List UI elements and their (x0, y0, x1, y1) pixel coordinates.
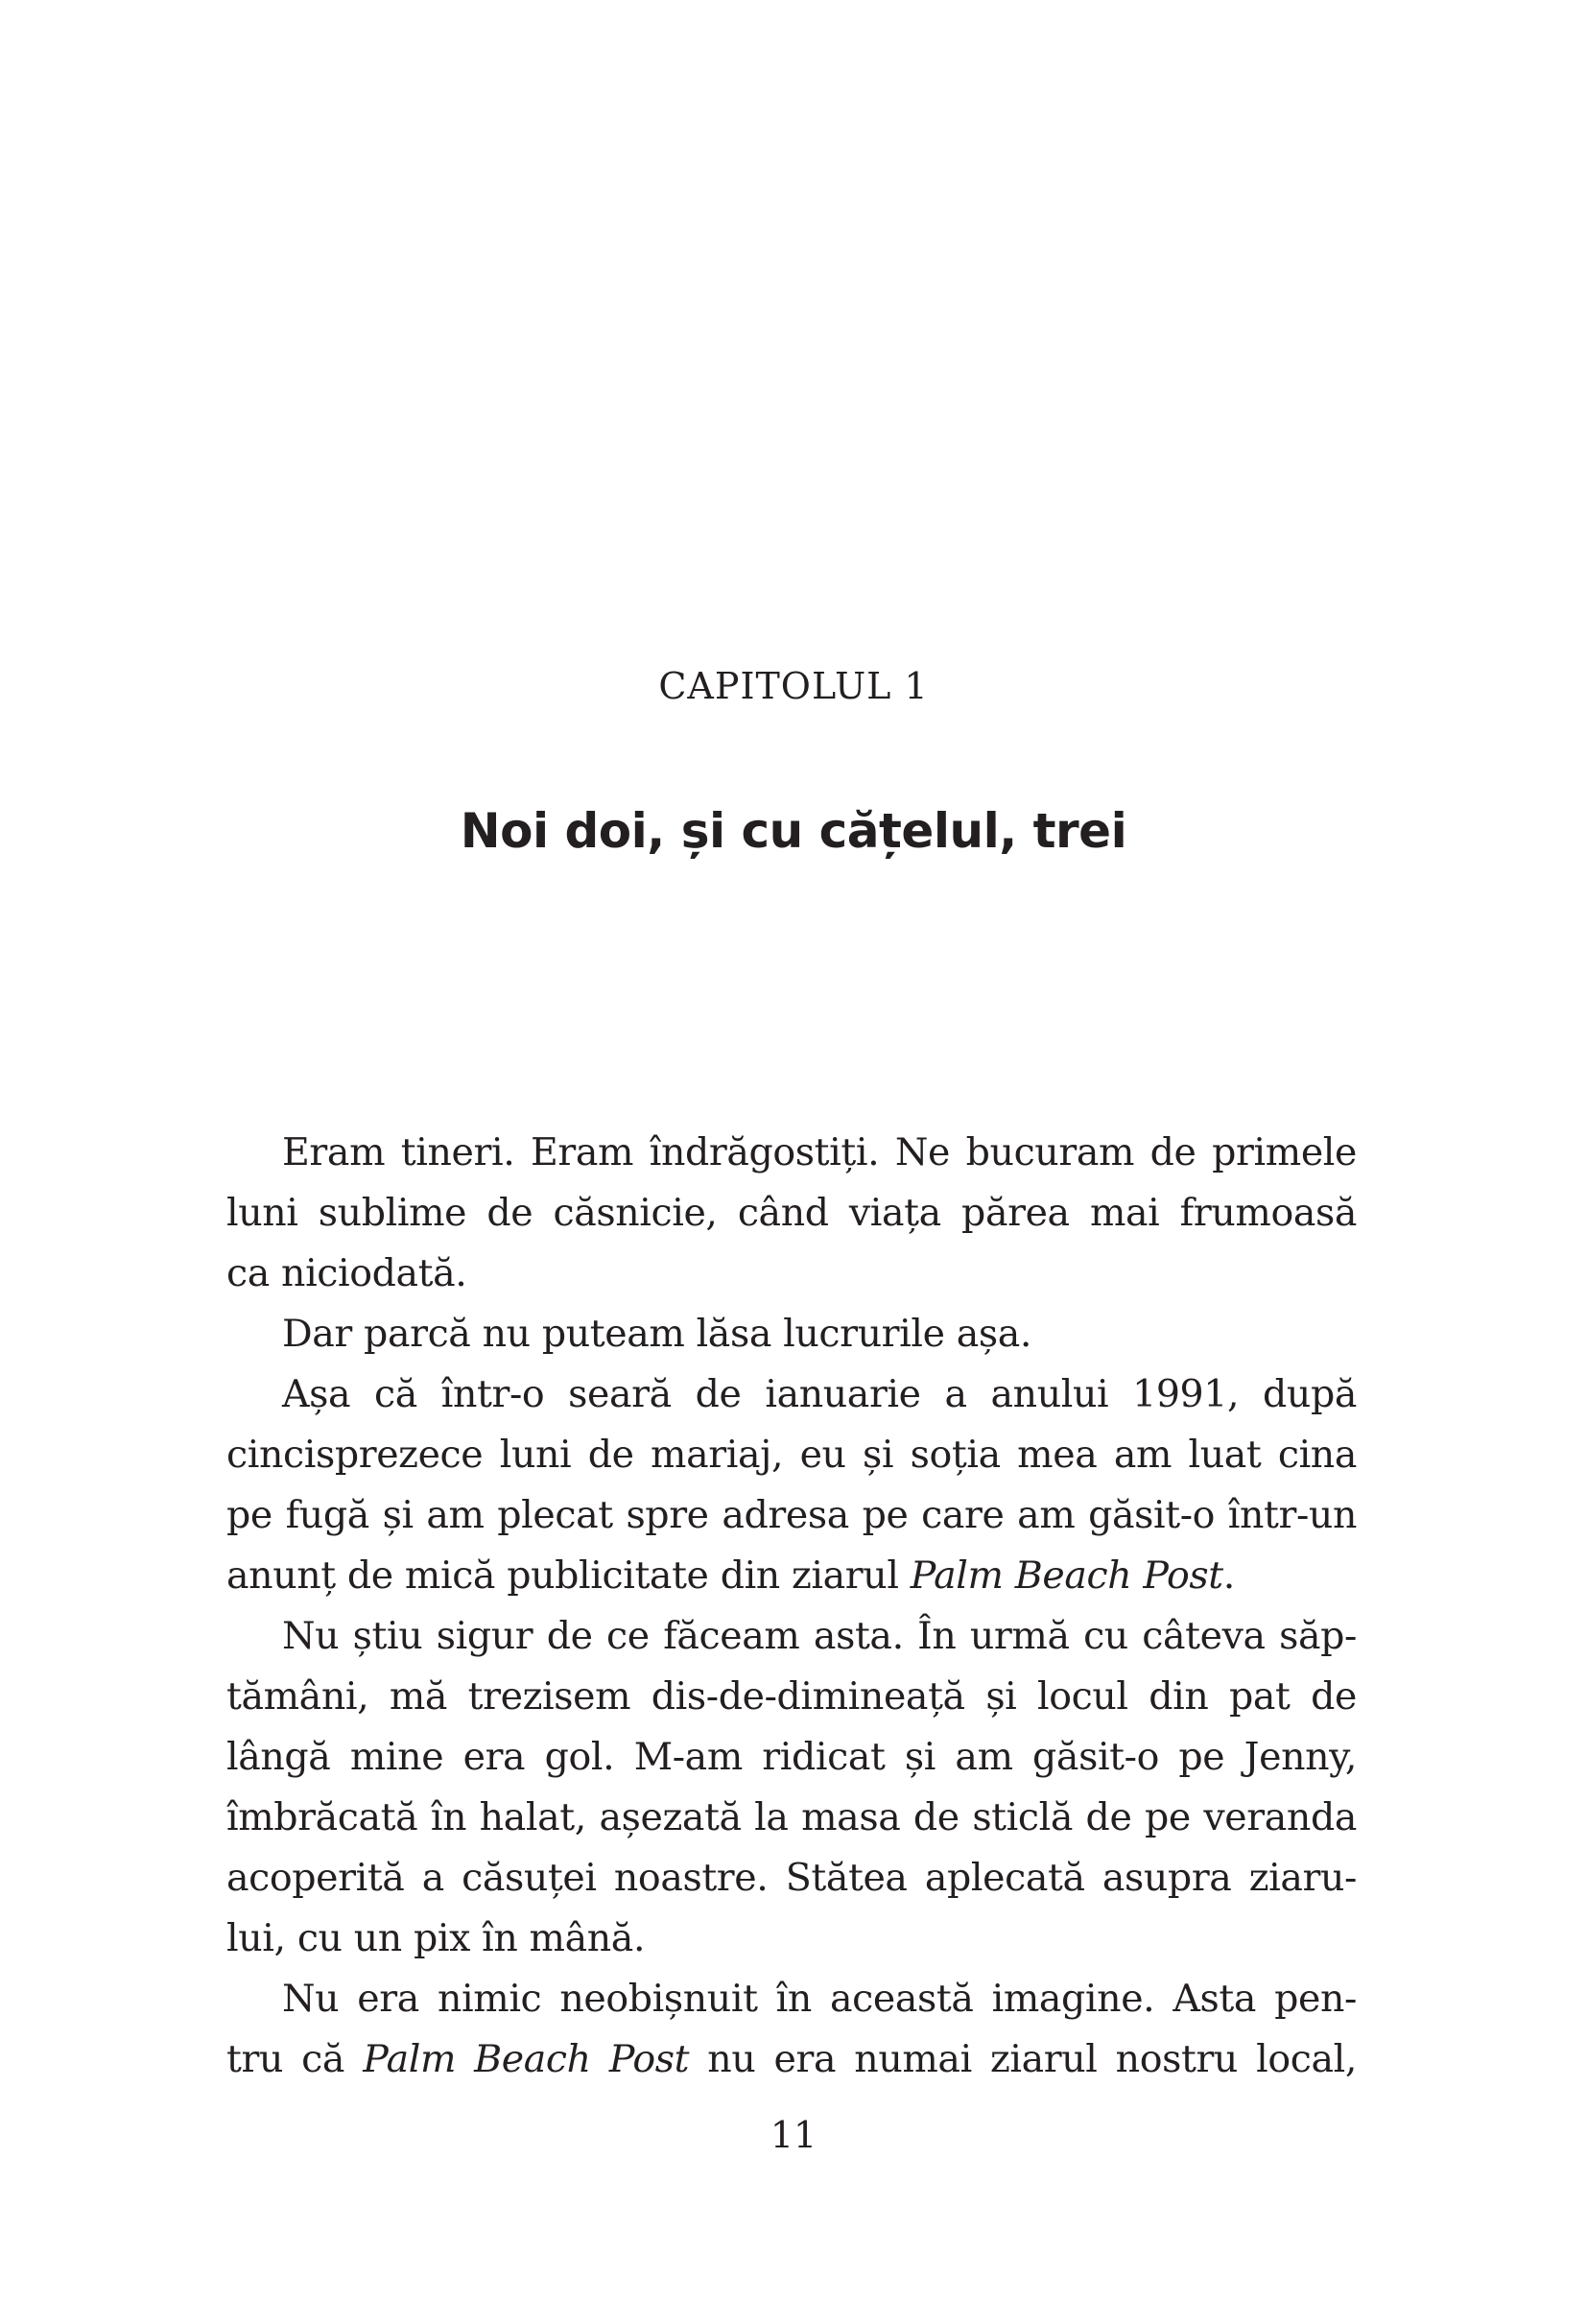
body-line: lui, cu un pix în mână. (226, 1916, 646, 1960)
body-line: tămâni, mă trezisem dis-de-dimineață și locul din pat de (226, 1674, 1357, 1719)
body-line: lângă mine era gol. M-am ridicat și am găsit-o pe Jenny, (226, 1735, 1357, 1779)
chapter-label: CAPITOLUL 1 (658, 665, 929, 707)
chapter-title: Noi doi, și cu cățelul, trei (460, 803, 1127, 859)
italic-text: Palm Beach Post (910, 1553, 1223, 1598)
text-run: nu era numai ziarul nostru local, (689, 2037, 1357, 2081)
body-line: Așa că într-o seară de ianuarie a anului 1991, după (282, 1372, 1357, 1416)
body-line: luni sublime de căsnicie, când viața părea mai frumoasă (226, 1191, 1357, 1235)
text-run: tru că (226, 2037, 364, 2081)
text-run: anunț de mică publicitate din ziarul (226, 1553, 911, 1598)
body-line: îmbrăcată în halat, așezată la masa de sticlă de pe veranda (226, 1795, 1357, 1839)
body-text (226, 1123, 1357, 2090)
body-line: Nu știu sigur de ce făceam asta. În urmă cu câteva săp- (282, 1614, 1357, 1658)
body-line: cincisprezece luni de mariaj, eu și soția mea am luat cina (226, 1433, 1357, 1477)
text-run: . (1222, 1553, 1235, 1598)
italic-text: Palm Beach Post (363, 2037, 690, 2081)
body-line: acoperită a căsuței noastre. Stătea aplecată asupra ziaru- (226, 1856, 1357, 1900)
body-line: Dar parcă nu puteam lăsa lucrurile așa. (282, 1312, 1032, 1356)
body-line: Eram tineri. Eram îndrăgostiți. Ne bucuram de primele (282, 1130, 1357, 1174)
body-line: ca niciodată. (226, 1251, 467, 1295)
body-line: Nu era nimic neobișnuit în această imagine. Asta pen- (282, 1977, 1357, 2021)
body-line (226, 1546, 1357, 1606)
page-number: 11 (770, 2114, 817, 2156)
body-line: pe fugă și am plecat spre adresa pe care am găsit-o într-un (226, 1493, 1357, 1537)
body-line (226, 2029, 1357, 2090)
